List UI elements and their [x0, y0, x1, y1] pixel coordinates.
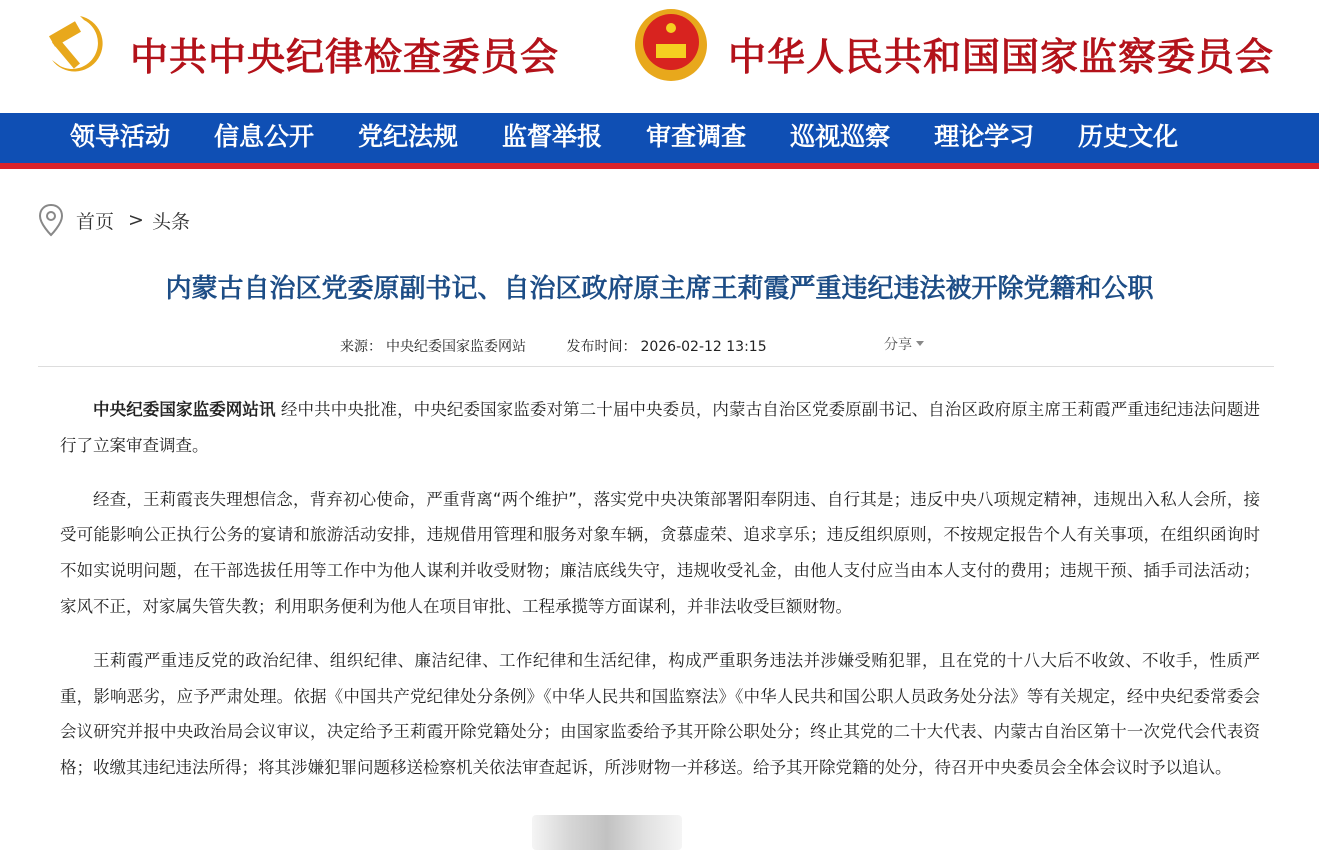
- article-title: 内蒙古自治区党委原副书记、自治区政府原主席王莉霞严重违纪违法被开除党籍和公职: [165, 274, 1154, 304]
- divider: [38, 366, 1274, 367]
- article-body: [60, 392, 1260, 804]
- nav-item[interactable]: 理论学习: [934, 122, 1035, 151]
- paragraph: [60, 392, 1260, 464]
- time-value: 2026-02-12 13:15: [640, 339, 767, 355]
- breadcrumb-current[interactable]: 头条: [151, 210, 190, 233]
- nav-item[interactable]: 信息公开: [214, 122, 315, 151]
- breadcrumb-separator: >: [128, 209, 144, 231]
- nav-item[interactable]: 党纪法规: [358, 122, 459, 151]
- nav-item[interactable]: 监督举报: [502, 122, 603, 151]
- paragraph: 王莉霞严重违反党的政治纪律、组织纪律、廉洁纪律、工作纪律和生活纪律，构成严重职务违法并涉嫌受贿犯罪，且在党的十八大后不收敛、不收手，性质严重，影响恶劣，应予严肃处理。依据《中国共产党纪律处分条例》《中华人民共和国监察法》《中华人民共和国公职人员政务处分法》等有关规定，经中央纪委常委会会议研究并报中央政治局会议审议，决定给予王莉霞开除党籍处分；由国家监委给予其开除公职处分；终止其党的二十大代表、内蒙古自治区第十一次党代会代表资格；收缴其违纪违法所得；将其涉嫌犯罪问题移送检察机关依法审查起诉，所涉财物一并移送。给予其开除党籍的处分，待召开中央委员会全体会议时予以追认。: [60, 650, 1260, 778]
- breadcrumb: [38, 203, 190, 237]
- location-pin-icon: [38, 203, 64, 237]
- share-label: 分享: [884, 337, 912, 353]
- nsc-title[interactable]: 中华人民共和国国家监察委员会: [728, 34, 1275, 79]
- nav-item[interactable]: 历史文化: [1078, 122, 1179, 151]
- lead-text: 中央纪委国家监委网站讯: [93, 400, 276, 419]
- article-meta: [340, 336, 771, 356]
- nav-item[interactable]: 审查调查: [646, 122, 747, 151]
- share-button[interactable]: [884, 334, 924, 354]
- source-value: 中央纪委国家监委网站: [386, 339, 526, 355]
- time-label: 发布时间：: [566, 339, 637, 355]
- watermark-overlay: [532, 815, 682, 850]
- paragraph-text: 经中共中央批准，中央纪委国家监委对第二十届中央委员，内蒙古自治区党委原副书记、自治区政府原主席王莉霞严重违纪违法问题进行了立案审查调查。: [60, 400, 1260, 455]
- main-nav: [0, 113, 1319, 169]
- party-emblem-icon: [40, 8, 112, 80]
- paragraph: 经查，王莉霞丧失理想信念，背弃初心使命，严重背离“两个维护”，落实党中央决策部署阳奉阴违、自行其是；违反中央八项规定精神，违规出入私人会所，接受可能影响公正执行公务的宴请和旅游活动安排，违规借用管理和服务对象车辆，贪慕虚荣、追求享乐；违反组织原则，不按规定报告个人有关事项，在组织函询时不如实说明问题，在干部选拔任用等工作中为他人谋利并收受财物；廉洁底线失守，违规收受礼金，由他人支付应当由本人支付的费用；违规干预、插手司法活动；家风不正，对家属失管失教；利用职务便利为他人在项目审批、工程承揽等方面谋利，并非法收受巨额财物。: [60, 489, 1260, 616]
- source-label: 来源：: [340, 339, 382, 355]
- cpc-ccdi-title[interactable]: 中共中央纪律检查委员会: [130, 34, 560, 79]
- site-header: [0, 0, 1319, 113]
- national-emblem-icon: [632, 6, 710, 84]
- breadcrumb-home[interactable]: 首页: [76, 210, 115, 233]
- nav-item[interactable]: 领导活动: [70, 122, 171, 151]
- caret-down-icon: [916, 341, 924, 350]
- nav-item[interactable]: 巡视巡察: [790, 122, 891, 151]
